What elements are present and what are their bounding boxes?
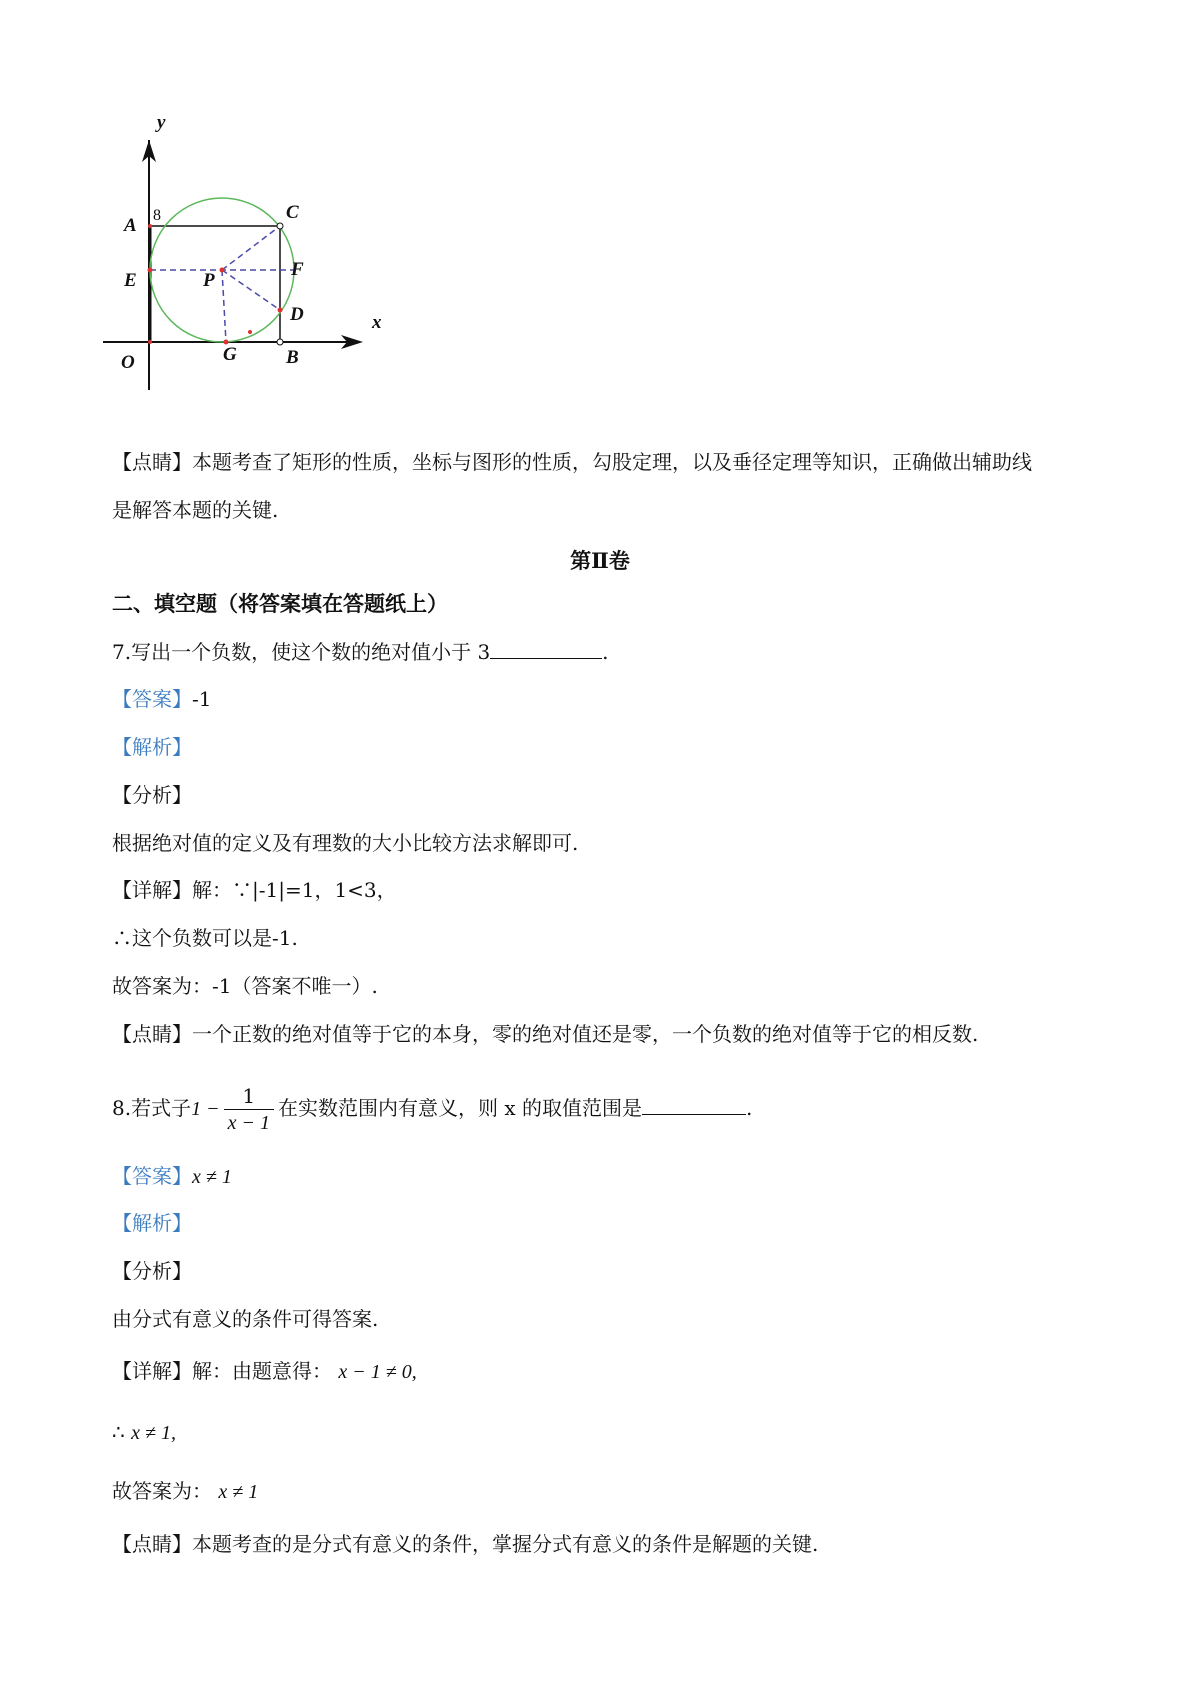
point-extra <box>248 330 252 334</box>
q8-step2-expr: x ≠ 1, <box>131 1422 176 1444</box>
q7-fenxi: 根据绝对值的定义及有理数的大小比较方法求解即可. <box>112 831 579 855</box>
q7-answer-tag: 【答案】 <box>112 687 192 711</box>
q8-stem-pre: 8.若式子 <box>112 1096 192 1120</box>
q8-answer <box>112 1162 232 1191</box>
point-C <box>277 223 283 229</box>
geometry-figure <box>95 110 395 410</box>
section-title: 二、填空题（将答案填在答题纸上） <box>112 591 448 616</box>
label-D: D <box>290 304 304 325</box>
label-C: C <box>286 202 299 223</box>
q8-answer-value: x ≠ 1 <box>192 1166 232 1188</box>
label-P: P <box>203 270 215 291</box>
dash-PG <box>222 270 226 342</box>
volume-heading: 第Ⅱ卷 <box>570 548 630 573</box>
point-B <box>277 339 283 345</box>
q8-expr-lead: 1 − <box>191 1098 220 1120</box>
q7-detail <box>112 876 397 904</box>
q7-comment: 【点睛】一个正数的绝对值等于它的本身，零的绝对值还是零，一个负数的绝对值等于它的相反数. <box>112 1022 979 1046</box>
q7-step2: ∴这个负数可以是-1. <box>112 926 298 950</box>
dash-PC <box>222 226 280 270</box>
q8-detail-tag: 【详解】 <box>112 1359 192 1383</box>
q7-final: 故答案为：-1（答案不唯一）. <box>112 974 378 998</box>
point-O <box>148 340 152 344</box>
point-A <box>148 224 152 228</box>
q8-detail-pre: 解：由题意得： <box>192 1359 332 1383</box>
q7-stem-text: 7.写出一个负数，使这个数的绝对值小于 3 <box>112 640 491 664</box>
q8-answer-tag: 【答案】 <box>112 1164 192 1188</box>
label-y: y <box>157 112 166 133</box>
q8-final <box>112 1477 258 1506</box>
dash-PD <box>222 270 280 310</box>
q8-stem-end: . <box>745 1096 753 1120</box>
q8-stem-post: 在实数范围内有意义，则 x 的取值范围是 <box>277 1096 642 1120</box>
q8-blank[interactable] <box>642 1094 746 1115</box>
q8-detail <box>112 1357 417 1386</box>
label-E: E <box>124 270 137 291</box>
q7-blank[interactable] <box>490 638 602 659</box>
point-D <box>278 308 283 313</box>
point-P <box>220 268 225 273</box>
q6-comment-line2: 是解答本题的关键. <box>112 498 279 522</box>
q8-stem <box>112 1078 752 1138</box>
q8-frac-num: 1 <box>224 1083 274 1110</box>
q7-detail-tag: 【详解】 <box>112 878 192 902</box>
q7-answer <box>112 685 211 713</box>
label-F: F <box>291 259 304 280</box>
q7-stem <box>112 638 609 666</box>
q8-analysis-tag: 【解析】 <box>112 1211 192 1235</box>
q7-detail-text: 解：∵|-1|=1，1<3， <box>192 878 397 902</box>
label-A: A <box>124 215 137 236</box>
point-E <box>148 268 153 273</box>
q7-answer-value: -1 <box>192 687 212 711</box>
label-O: O <box>121 352 135 373</box>
q7-analysis-tag: 【解析】 <box>112 735 192 759</box>
q8-fenxi: 由分式有意义的条件可得答案. <box>112 1307 379 1331</box>
q7-fenxi-tag: 【分析】 <box>112 783 192 807</box>
q8-final-pre: 故答案为： <box>112 1479 212 1503</box>
q8-final-expr: x ≠ 1 <box>218 1481 259 1503</box>
q8-comment: 【点睛】本题考查的是分式有意义的条件，掌握分式有意义的条件是解题的关键. <box>112 1532 819 1556</box>
q8-frac-den: x − 1 <box>227 1112 270 1134</box>
q8-step2 <box>112 1418 176 1447</box>
q7-stem-end: . <box>602 640 609 664</box>
q6-comment-line1: 【点睛】本题考查了矩形的性质，坐标与图形的性质，勾股定理，以及垂径定理等知识，正确做出辅助线 <box>112 450 1032 474</box>
label-x: x <box>372 312 382 333</box>
label-G: G <box>223 344 237 365</box>
q8-fraction <box>224 1083 274 1136</box>
tick-8: 8 <box>153 207 161 224</box>
q8-step2-sym: ∴ <box>112 1420 125 1444</box>
label-B: B <box>286 347 299 368</box>
q8-detail-expr: x − 1 ≠ 0, <box>338 1361 417 1383</box>
q8-fenxi-tag: 【分析】 <box>112 1259 192 1283</box>
